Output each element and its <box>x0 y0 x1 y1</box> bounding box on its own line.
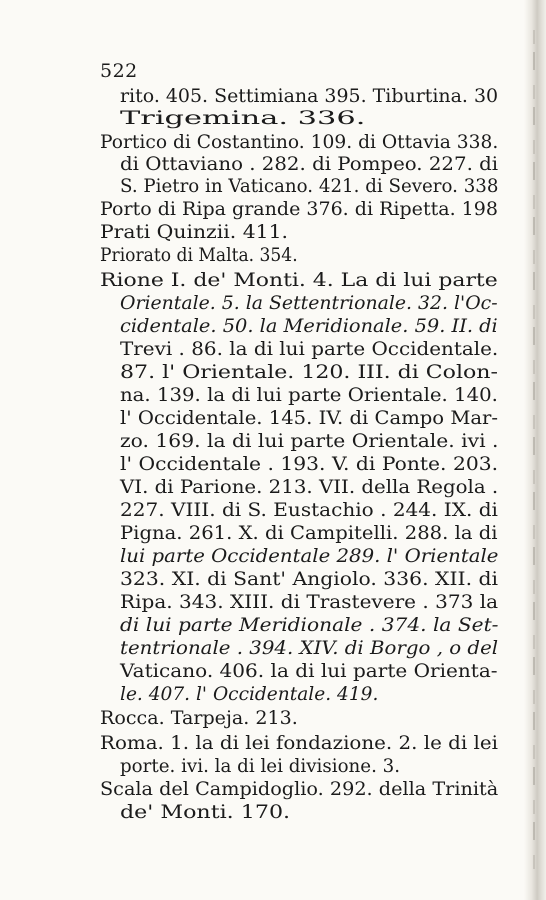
index-line: le. 407. l' Occidentale. 419. <box>120 684 379 705</box>
index-line: di lui parte Meridionale . 374. la Set- <box>120 615 499 636</box>
index-line: l' Occidentale . 193. V. di Ponte. 203. <box>120 454 499 475</box>
index-line: Rione I. de' Monti. 4. La di lui parte <box>100 270 498 291</box>
index-line: Roma. 1. la di lei fondazione. 2. le di lei <box>100 733 498 754</box>
index-line: Pigna. 261. X. di Campitelli. 288. la di <box>120 523 498 544</box>
index-line: rito. 405. Settimiana 395. Tiburtina. 30 <box>120 86 499 107</box>
index-line: Priorato di Malta. 354. <box>100 245 298 266</box>
index-line: l' Occidentale. 145. IV. di Campo Mar- <box>120 408 499 429</box>
index-line: Rocca. Tarpeja. 213. <box>100 708 298 729</box>
index-line: na. 139. la di lui parte Orientale. 140. <box>120 385 498 406</box>
index-line: VI. di Parione. 213. VII. della Regola . <box>120 477 499 498</box>
page-number: 522 <box>100 60 138 82</box>
index-line: S. Pietro in Vaticano. 421. di Severo. 338 <box>120 176 499 197</box>
index-line: 323. XI. di Sant' Angiolo. 336. XII. di <box>120 569 499 590</box>
index-line: 227. VIII. di S. Eustachio . 244. IX. di <box>120 500 498 521</box>
index-line: Orientale. 5. la Settentrionale. 32. l'Oc- <box>120 293 498 314</box>
index-line: Scala del Campidoglio. 292. della Trinità <box>100 779 499 800</box>
index-line: Vaticano. 406. la di lui parte Orienta- <box>120 661 498 682</box>
index-line: zo. 169. la di lui parte Orientale. ivi . <box>120 431 499 452</box>
index-line: de' Monti. 170. <box>120 802 291 823</box>
index-line: Prati Quinzii. 411. <box>100 222 288 243</box>
page-binding-edge <box>524 0 546 900</box>
index-line: Trevi . 86. la di lui parte Occidentale. <box>120 339 499 360</box>
index-line: Porto di Ripa grande 376. di Ripetta. 198 <box>100 199 498 220</box>
index-line: 87. l' Orientale. 120. III. di Colon- <box>120 362 498 383</box>
index-line: Portico di Costantino. 109. di Ottavia 338. <box>100 132 499 153</box>
index-line: porte. ivi. la di lei divisione. 3. <box>120 756 401 777</box>
index-line: Trigemina. 336. <box>120 108 366 129</box>
index-line: di Ottaviano . 282. di Pompeo. 227. di <box>120 154 499 175</box>
index-line: Ripa. 343. XIII. di Trastevere . 373 la <box>120 592 499 613</box>
index-line: tentrionale . 394. XIV. di Borgo , o del <box>120 638 499 659</box>
index-line: cidentale. 50. la Meridionale. 59. II. di <box>120 316 498 337</box>
index-line: lui parte Occidentale 289. l' Orientale <box>120 546 499 567</box>
